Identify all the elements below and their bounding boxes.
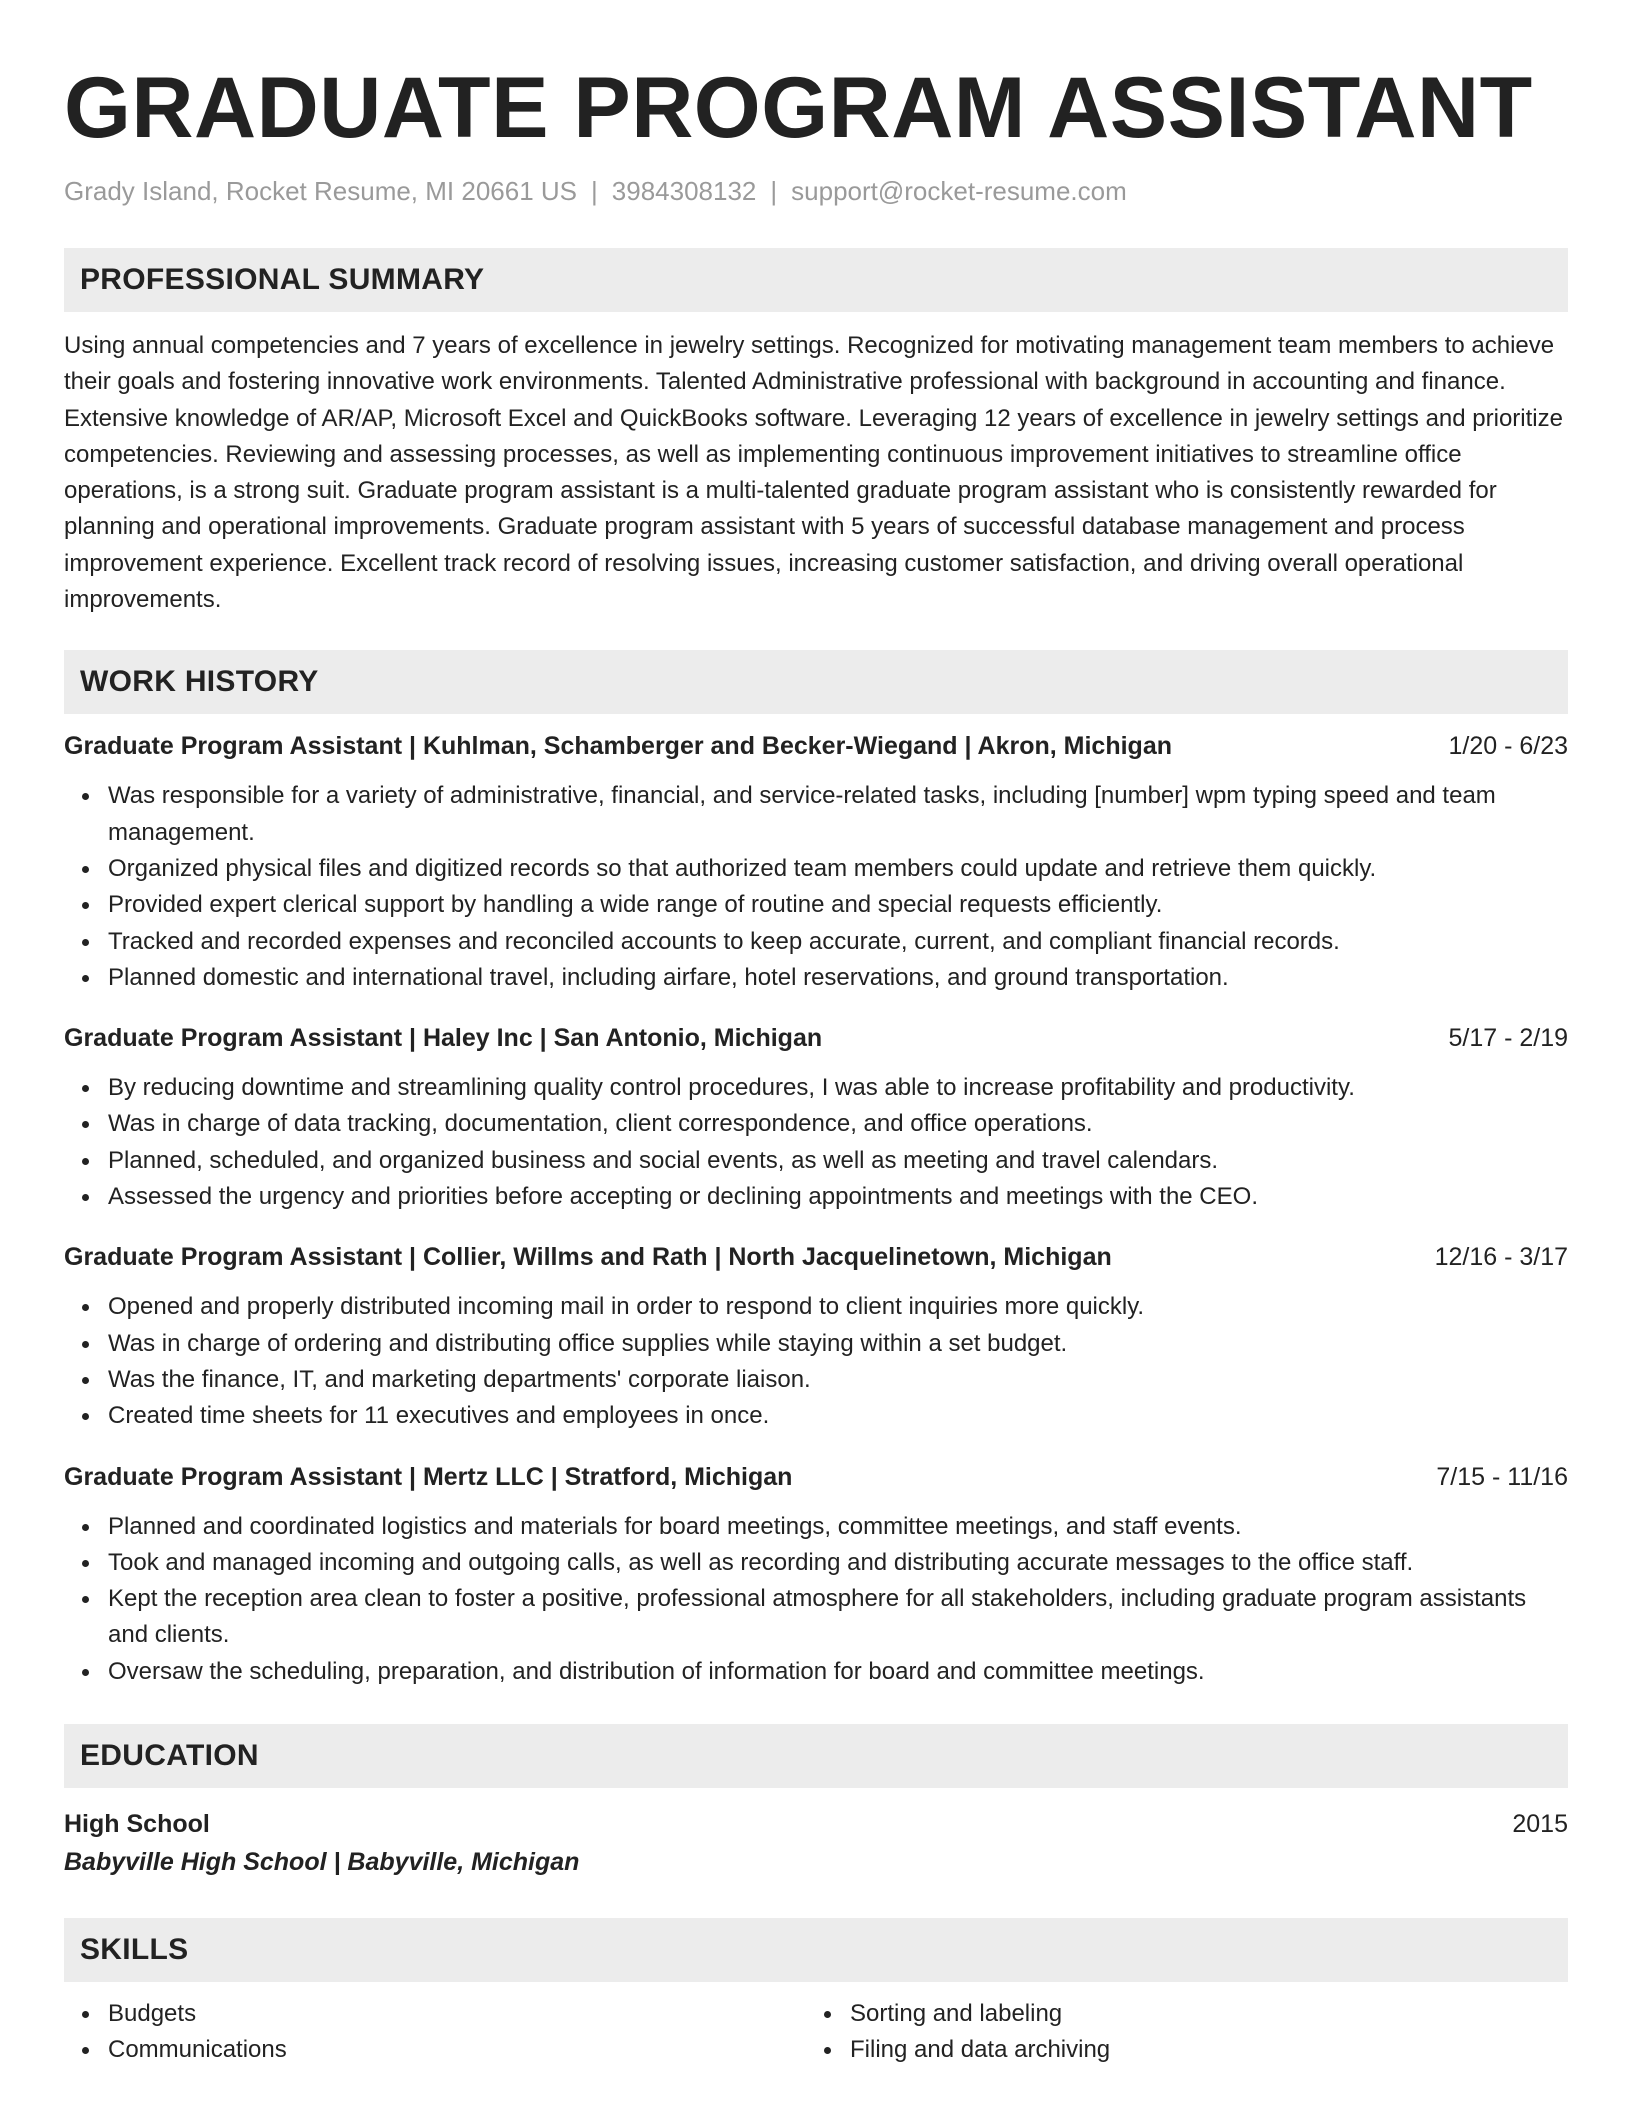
job-bullets [64,778,1568,996]
job-dates: 12/16 - 3/17 [1434,1243,1568,1272]
skills-heading: SKILLS [64,1918,1568,1982]
resume-title: GRADUATE PROGRAM ASSISTANT [64,60,1533,156]
job-bullet: Planned and coordinated logistics and materials for board meetings, committee meetings, and staff events. [64,1509,1568,1545]
job-title: Graduate Program Assistant | Mertz LLC | Stratford, Michigan [64,1462,793,1491]
job-bullet: Was responsible for a variety of administrative, financial, and service-related tasks, including [number] wpm typing speed and team management. [64,778,1568,851]
job-bullet: Planned domestic and international travel, including airfare, hotel reservations, and ground transportation. [64,960,1568,996]
education-year: 2015 [1512,1810,1568,1839]
job-bullet: Created time sheets for 11 executives and employees in once. [64,1398,1568,1434]
job-dates: 1/20 - 6/23 [1448,732,1568,761]
job-bullet: Planned, scheduled, and organized business and social events, as well as meeting and travel calendars. [64,1143,1568,1179]
summary-text: Using annual competencies and 7 years of excellence in jewelry settings. Recognized for motivating management team members to achieve their goals and fostering innovative work environments. Talented Administrative professional with background in accounting and finance. Extensive knowledge of AR/AP, Microsoft Excel and QuickBooks software. Leveraging 12 years of excellence in jewelry settings and prioritize competencies. Reviewing and assessing processes, as well as implementing continuous improvement initiatives to streamline office operations, is a strong suit. Graduate program assistant is a multi-talented graduate program assistant who is consistently rewarded for planning and operational improvements. Graduate program assistant with 5 years of successful database management and process improvement experience. Excellent track record of resolving issues, increasing customer satisfaction, and driving overall operational improvements. [64,332,1563,614]
contact-separator: | [770,176,778,206]
job-header [64,728,1568,764]
job-bullet: Was in charge of data tracking, documentation, client correspondence, and office operations. [64,1106,1568,1142]
contact-phone: 3984308132 [611,176,757,206]
education-degree: High School [64,1810,210,1839]
job-dates: 5/17 - 2/19 [1448,1024,1568,1053]
work-history-heading: WORK HISTORY [64,650,1568,714]
contact-email: support@rocket-resume.com [791,176,1127,206]
job-bullet: Opened and properly distributed incoming mail in order to respond to client inquiries more quickly. [64,1289,1568,1325]
skill-item: Budgets [64,1996,806,2032]
job-bullet: Provided expert clerical support by handling a wide range of routine and special requests efficiently. [64,887,1568,923]
job-dates: 7/15 - 11/16 [1436,1462,1568,1491]
job-header [64,1239,1568,1275]
contact-separator: | [591,176,598,206]
skill-item: Sorting and labeling [806,1996,1548,2032]
job-header [64,1020,1568,1056]
skills-column-left [64,1996,806,2069]
job-bullet: By reducing downtime and streamlining quality control procedures, I was able to increase profitability and productivity. [64,1070,1568,1106]
job-bullets [64,1289,1568,1434]
contact-address: Grady Island, Rocket Resume, MI 20661 US [64,176,578,206]
job-title: Graduate Program Assistant | Collier, Willms and Rath | North Jacquelinetown, Michigan [64,1243,1112,1272]
job-bullets [64,1509,1568,1690]
skill-item: Communications [64,2032,806,2068]
summary-heading: PROFESSIONAL SUMMARY [64,248,1568,312]
education-school: Babyville High School | Babyville, Michigan [64,1848,580,1877]
job-bullets [64,1070,1568,1215]
contact-line [64,174,1568,208]
skills-column-right [806,1996,1548,2069]
job-title: Graduate Program Assistant | Haley Inc | San Antonio, Michigan [64,1024,823,1053]
job-bullet: Took and managed incoming and outgoing calls, as well as recording and distributing accurate messages to the office staff. [64,1545,1568,1581]
skills-list [806,1996,1548,2069]
job-entry-1 [64,728,1568,996]
job-bullet: Was the finance, IT, and marketing departments' corporate liaison. [64,1362,1568,1398]
education-heading: EDUCATION [64,1724,1568,1788]
job-bullet: Was in charge of ordering and distributing office supplies while staying within a set budget. [64,1326,1568,1362]
skill-item: Filing and data archiving [806,2032,1548,2068]
job-bullet: Tracked and recorded expenses and reconciled accounts to keep accurate, current, and compliant financial records. [64,924,1568,960]
job-bullet: Organized physical files and digitized records so that authorized team members could update and retrieve them quickly. [64,851,1568,887]
job-entry-4 [64,1459,1568,1690]
job-bullet: Oversaw the scheduling, preparation, and distribution of information for board and committee meetings. [64,1654,1568,1690]
job-entry-3 [64,1239,1568,1434]
job-entry-2 [64,1020,1568,1215]
job-bullet: Assessed the urgency and priorities before accepting or declining appointments and meetings with the CEO. [64,1179,1568,1215]
job-header [64,1459,1568,1495]
skills-list [64,1996,806,2069]
job-title: Graduate Program Assistant | Kuhlman, Schamberger and Becker-Wiegand | Akron, Michigan [64,732,1172,761]
job-bullet: Kept the reception area clean to foster a positive, professional atmosphere for all stakeholders, including graduate program assistants and clients. [64,1581,1568,1654]
education-header [64,1806,1568,1842]
skills-columns [64,1996,1568,2069]
